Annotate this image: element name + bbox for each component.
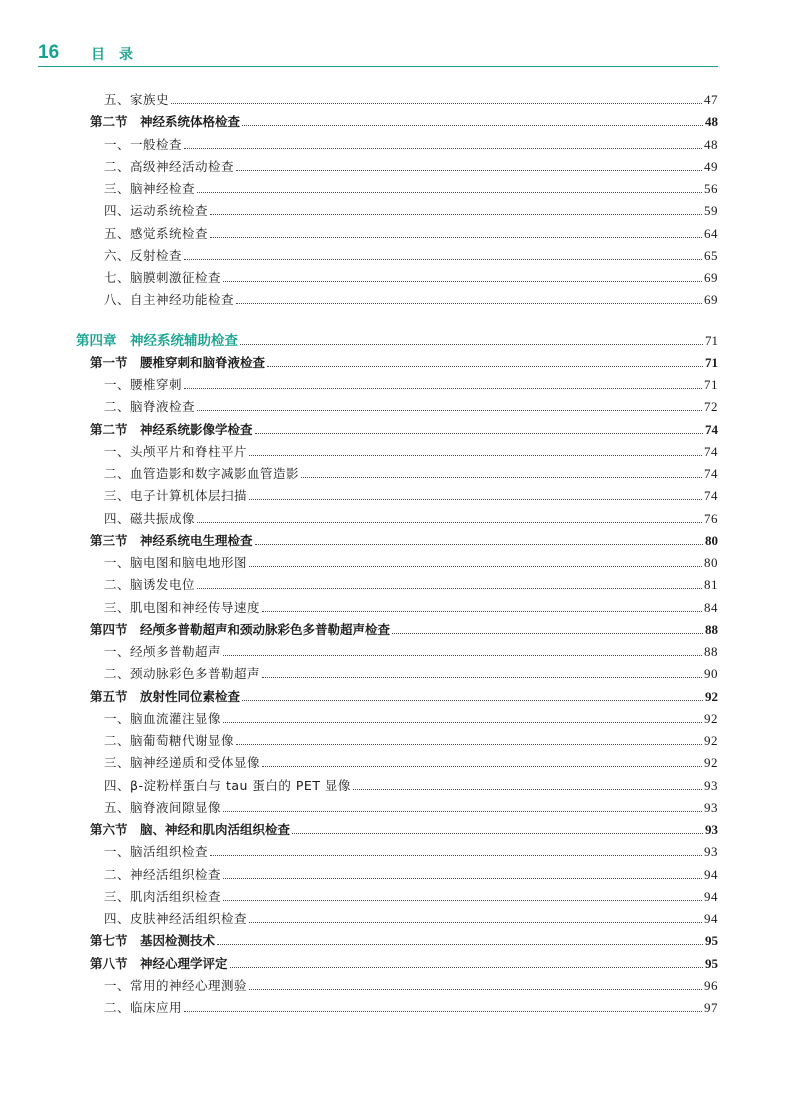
toc-entry-title: 三、肌电图和神经传导速度	[104, 599, 261, 615]
toc-entry-title: 第一节 腰椎穿刺和脑脊液检查	[90, 354, 266, 370]
dot-leader	[210, 236, 702, 238]
toc-entry-title: 一、脑电图和脑电地形图	[104, 555, 248, 570]
toc-item-entry[interactable]	[104, 88, 718, 108]
toc-entry-title: 三、电子计算机体层扫描	[104, 488, 248, 504]
toc-entry-page: 56	[704, 181, 718, 196]
toc-entry-page: 69	[704, 292, 718, 308]
toc-item-entry[interactable]	[104, 774, 718, 794]
toc-entry-page: 59	[704, 203, 718, 219]
toc-item-entry[interactable]	[104, 244, 718, 264]
toc-entry-title: 八、自主神经功能检查	[104, 292, 235, 308]
toc-entry-title: 二、颈动脉彩色多普勒超声	[104, 666, 261, 682]
toc-item-entry[interactable]	[104, 266, 718, 286]
toc-item-entry[interactable]	[104, 288, 718, 308]
dot-leader	[184, 387, 702, 389]
toc-entry-title: 第八节 神经心理学评定	[90, 955, 228, 971]
toc-entry-page: 92	[704, 710, 718, 726]
toc-item-entry[interactable]	[104, 596, 718, 616]
dot-leader	[267, 365, 703, 367]
toc-section-entry[interactable]	[90, 929, 718, 949]
toc-entry-title: 七、脑膜刺激征检查	[104, 270, 222, 285]
dot-leader	[353, 788, 702, 790]
header-title: 目录	[91, 47, 147, 63]
toc-item-entry[interactable]	[104, 573, 718, 593]
toc-entry-page: 48	[705, 114, 718, 130]
dot-leader	[223, 899, 702, 901]
dot-leader	[197, 521, 702, 523]
dot-leader	[184, 258, 702, 260]
toc-entry-page: 76	[704, 510, 718, 526]
toc-item-entry[interactable]	[104, 222, 718, 242]
toc-entry-page: 92	[704, 733, 718, 748]
dot-leader	[249, 565, 702, 567]
toc-item-entry[interactable]	[104, 133, 718, 153]
dot-leader	[249, 921, 702, 923]
toc-entry-title: 四、磁共振成像	[104, 510, 196, 526]
toc-item-entry[interactable]	[104, 462, 718, 482]
dot-leader	[223, 810, 702, 812]
toc-entry-title: 一、脑血流灌注显像	[104, 710, 222, 726]
dot-leader	[262, 676, 702, 678]
toc-entry-title: 第二节 神经系统体格检查	[90, 114, 241, 130]
toc-section-entry[interactable]	[90, 618, 718, 638]
toc-entry-page: 47	[704, 92, 718, 107]
toc-entry-title: 一、脑活组织检查	[104, 844, 209, 860]
dot-leader	[197, 191, 702, 193]
toc-entry-title: 二、脑诱发电位	[104, 577, 196, 593]
toc-entry-page: 74	[704, 466, 718, 481]
page-header	[38, 42, 718, 67]
toc-item-entry[interactable]	[104, 155, 718, 175]
dot-leader	[236, 169, 702, 171]
dot-leader	[223, 721, 702, 723]
toc-entry-page: 93	[704, 799, 718, 815]
toc-entry-title: 第七节 基因检测技术	[90, 933, 216, 949]
toc-entry-page: 93	[705, 822, 718, 837]
toc-entry-title: 三、脑神经递质和受体显像	[104, 755, 261, 771]
toc-item-entry[interactable]	[104, 996, 718, 1016]
dot-leader	[223, 654, 702, 656]
dot-leader	[292, 832, 703, 834]
toc-entry-title: 第四节 经颅多普勒超声和颈动脉彩色多普勒超声检查	[90, 621, 391, 637]
toc-entry-page: 64	[704, 225, 718, 241]
dot-leader	[255, 543, 703, 545]
toc-item-entry[interactable]	[104, 507, 718, 527]
toc-entry-page: 90	[704, 666, 718, 682]
toc-entry-page: 72	[704, 399, 718, 415]
toc-entry-page: 92	[704, 755, 718, 771]
toc-item-entry[interactable]	[104, 662, 718, 682]
toc-section-entry[interactable]	[90, 351, 718, 371]
toc-entry-page: 71	[704, 377, 718, 392]
toc-entry-title: 二、脑脊液检查	[104, 399, 196, 415]
dot-leader	[262, 765, 702, 767]
toc-entry-page: 81	[704, 577, 718, 593]
toc-entry-title: 五、家族史	[104, 92, 170, 107]
toc-entry-page: 69	[704, 270, 718, 285]
toc-item-entry[interactable]	[104, 373, 718, 393]
toc-entry-page: 93	[704, 844, 718, 860]
toc-entry-title: 二、脑葡萄糖代谢显像	[104, 733, 235, 748]
toc-item-entry[interactable]	[104, 177, 718, 197]
toc-entry-title: 第五节 放射性同位素检查	[90, 688, 241, 704]
dot-leader	[210, 854, 702, 856]
dot-leader	[197, 409, 702, 411]
dot-leader	[171, 102, 702, 104]
dot-leader	[301, 476, 702, 478]
toc-entry-page: 95	[705, 933, 718, 949]
dot-leader	[223, 280, 702, 282]
toc-entry-page: 48	[704, 136, 718, 152]
dot-leader	[197, 587, 702, 589]
toc-entry-page: 94	[704, 888, 718, 904]
toc-item-entry[interactable]	[104, 729, 718, 749]
toc-entry-title: 第二节 神经系统影像学检查	[90, 421, 253, 437]
toc-entry-page: 74	[705, 421, 718, 437]
toc-entry-title: 二、临床应用	[104, 1000, 183, 1015]
toc-item-entry[interactable]	[104, 440, 718, 460]
toc-entry-title: 一、一般检查	[104, 136, 183, 152]
dot-leader	[184, 147, 702, 149]
toc-section-entry[interactable]	[90, 685, 718, 705]
dot-leader	[217, 943, 703, 945]
toc-entry-title: 第三节 神经系统电生理检查	[90, 532, 253, 548]
dot-leader	[240, 343, 703, 345]
toc-entry-title: 五、感觉系统检查	[104, 225, 209, 241]
toc-item-entry[interactable]	[104, 395, 718, 415]
dot-leader	[249, 454, 702, 456]
toc-entry-page: 65	[704, 247, 718, 263]
toc-entry-title: 三、脑神经检查	[104, 181, 196, 196]
toc-item-entry[interactable]	[104, 484, 718, 504]
toc-item-entry[interactable]	[104, 199, 718, 219]
toc-item-entry[interactable]	[104, 885, 718, 905]
toc-entry-title: 第六节 脑、神经和肌肉活组织检查	[90, 822, 291, 837]
toc-item-entry[interactable]	[104, 751, 718, 771]
dot-leader	[392, 632, 703, 634]
toc-entry-title: 二、高级神经活动检查	[104, 158, 235, 174]
toc-entry-title: 二、神经活组织检查	[104, 866, 222, 882]
toc-entry-title: 一、经颅多普勒超声	[104, 644, 222, 659]
toc-item-entry[interactable]	[104, 551, 718, 571]
toc-section-entry[interactable]	[90, 818, 718, 838]
dot-leader	[249, 498, 702, 500]
toc-entry-page: 71	[705, 354, 718, 370]
toc-entry-page: 80	[704, 555, 718, 570]
toc-entry-page: 88	[704, 644, 718, 659]
toc-entry-page: 74	[704, 488, 718, 504]
toc-item-entry[interactable]	[104, 974, 718, 994]
dot-leader	[236, 302, 702, 304]
dot-leader	[249, 988, 702, 990]
toc-section-entry[interactable]	[90, 110, 718, 130]
toc-entry-title: 一、常用的神经心理测验	[104, 977, 248, 993]
toc-section-entry[interactable]	[90, 952, 718, 972]
dot-leader	[184, 1010, 702, 1012]
toc-entry-title: 一、头颅平片和脊柱平片	[104, 443, 248, 459]
toc-entry-page: 74	[704, 443, 718, 459]
dot-leader	[262, 610, 702, 612]
toc-item-entry[interactable]	[104, 707, 718, 727]
toc-entry-page: 49	[704, 158, 718, 174]
dot-leader	[223, 877, 702, 879]
toc-item-entry[interactable]	[104, 796, 718, 816]
toc-entry-page: 80	[705, 532, 718, 548]
toc-item-entry[interactable]	[104, 863, 718, 883]
dot-leader	[236, 743, 702, 745]
toc-entry-title: 二、血管造影和数字减影血管造影	[104, 466, 300, 481]
dot-leader	[242, 124, 703, 126]
dot-leader	[230, 966, 703, 968]
page-number: 16	[38, 42, 60, 63]
dot-leader	[210, 213, 702, 215]
toc-entry-title: 四、运动系统检查	[104, 203, 209, 219]
toc-entry-title: 四、皮肤神经活组织检查	[104, 911, 248, 926]
toc-item-entry[interactable]	[104, 840, 718, 860]
toc-entry-page: 84	[704, 599, 718, 615]
toc-entry-page: 94	[704, 911, 718, 926]
toc-section-entry[interactable]	[90, 529, 718, 549]
toc-entry-page: 96	[704, 977, 718, 993]
toc-entry-title: 六、反射检查	[104, 247, 183, 263]
toc-entry-title: 五、脑脊液间隙显像	[104, 799, 222, 815]
toc-entry-title: 一、腰椎穿刺	[104, 377, 183, 392]
toc-entry-page: 97	[704, 1000, 718, 1015]
toc-section-entry[interactable]	[90, 418, 718, 438]
toc-entry-page: 71	[705, 332, 718, 348]
toc-entry-title: 四、β-淀粉样蛋白与 tau 蛋白的 PET 显像	[104, 777, 351, 793]
toc-entry-page: 88	[705, 621, 718, 637]
dot-leader	[242, 699, 703, 701]
toc-entry-page: 94	[704, 866, 718, 882]
toc-entry-title: 第四章 神经系统辅助检查	[76, 332, 238, 349]
toc-item-entry[interactable]	[104, 640, 718, 660]
toc-entry-page: 92	[705, 688, 718, 704]
toc-entry-page: 95	[705, 955, 718, 971]
toc-chapter-entry[interactable]	[76, 329, 718, 349]
toc-entry-page: 93	[704, 777, 718, 793]
dot-leader	[255, 432, 703, 434]
toc-item-entry[interactable]	[104, 907, 718, 927]
toc-entry-title: 三、肌肉活组织检查	[104, 888, 222, 904]
